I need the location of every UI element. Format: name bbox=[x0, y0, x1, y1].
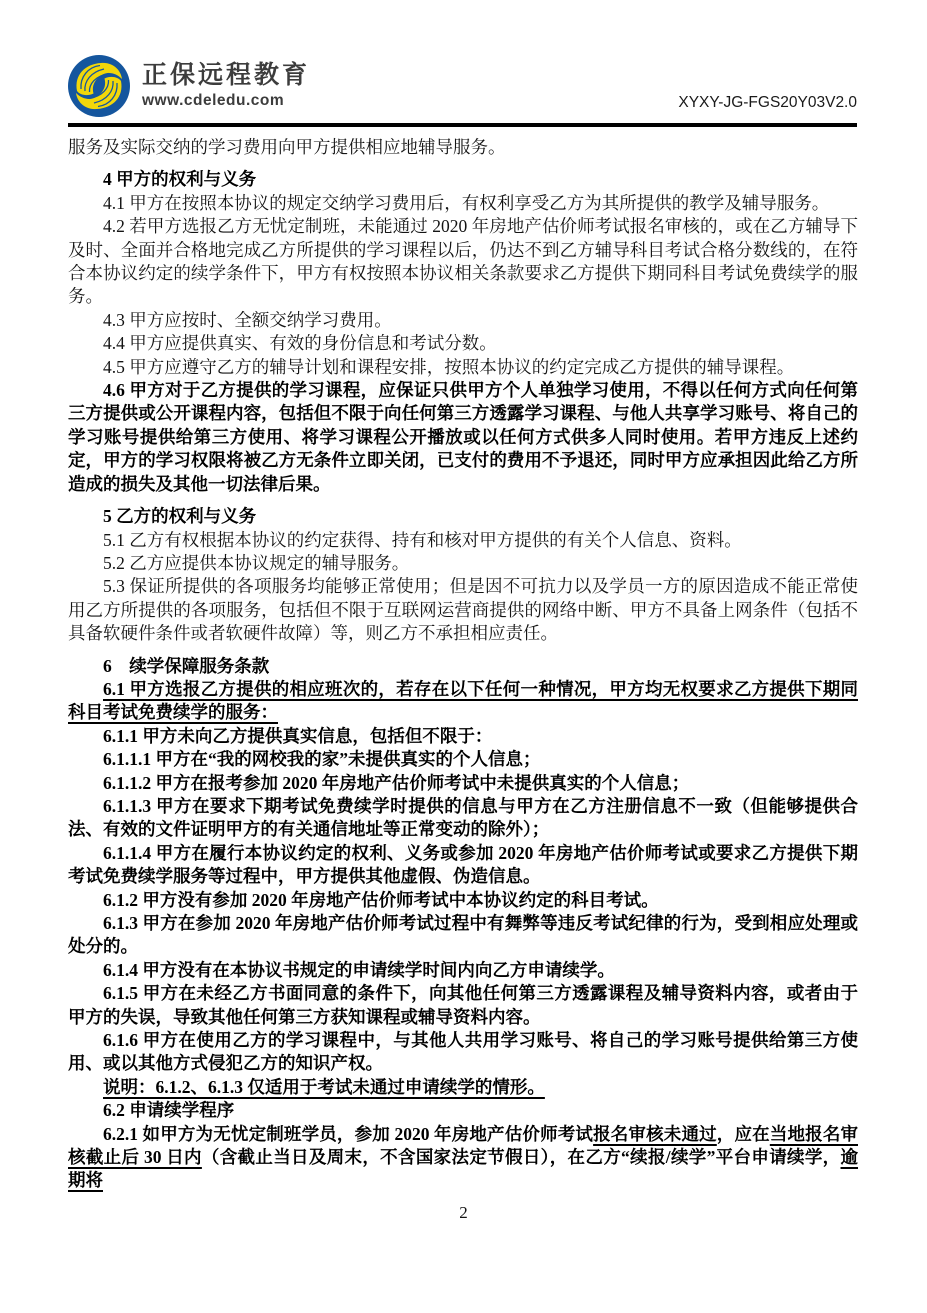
clause-4-1: 4.1 甲方在按照本协议的规定交纳学习费用后，有权利享受乙方为其所提供的教学及辅导服务。 bbox=[103, 192, 830, 213]
clause-5-2: 5.2 乙方应提供本协议规定的辅导服务。 bbox=[103, 552, 410, 573]
page-header bbox=[68, 55, 857, 127]
brand-text bbox=[142, 62, 310, 110]
brand-logo bbox=[68, 55, 310, 117]
clause-4-6: 4.6 甲方对于乙方提供的学习课程，应保证只供甲方个人单独学习使用，不得以任何方式向任何第三方提供或公开课程内容，包括但不限于向任何第三方透露学习课程、与他人共享学习账号、将自己的学习账号提供给第三方使用、将学习课程公开播放或以任何方式供多人同时使用。若甲方违反上述约定，甲方的学习权限将被乙方无条件立即关闭，已支付的费用不予退还，同时甲方应承担因此给乙方所造成的损失及其他一切法律后果。 bbox=[68, 380, 858, 494]
clause-6-1-1-4: 6.1.1.4 甲方在履行本协议约定的权利、义务或参加 2020 年房地产估价师考试或要求乙方提供下期考试免费续学服务等过程中，甲方提供其他虚假、伪造信息。 bbox=[68, 842, 858, 887]
clause-6-2-1-run-2: ，应在 bbox=[716, 1123, 770, 1144]
clause-5-1: 5.1 乙方有权根据本协议的约定获得、持有和核对甲方提供的有关个人信息、资料。 bbox=[103, 529, 742, 550]
clause-6-1-1-2: 6.1.1.2 甲方在报考参加 2020 年房地产估价师考试中未提供真实的个人信息； bbox=[103, 772, 690, 793]
clause-6-1: 6.1 甲方选报乙方提供的相应班次的，若存在以下任何一种情况，甲方均无权要求乙方提供下期同科目考试免费续学的服务： bbox=[68, 678, 858, 723]
header-rule bbox=[68, 123, 857, 127]
brand-name: 正保远程教育 bbox=[142, 61, 311, 90]
brand-url: www.cdeledu.com bbox=[142, 91, 285, 109]
clause-4-4: 4.4 甲方应提供真实、有效的身份信息和考试分数。 bbox=[103, 333, 497, 354]
clause-6-2-1-run-3: 当地报名审核截止后 30 日内 bbox=[68, 1123, 858, 1168]
clause-4-3: 4.3 甲方应按时、全额交纳学习费用。 bbox=[103, 309, 392, 330]
clause-6-2-1 bbox=[68, 1123, 858, 1193]
section-4-heading: 4 甲方的权利与义务 bbox=[103, 169, 257, 190]
clause-6-1-2: 6.1.2 甲方没有参加 2020 年房地产估价师考试中本协议约定的科目考试。 bbox=[103, 889, 659, 910]
section-5-heading: 5 乙方的权利与义务 bbox=[103, 506, 257, 527]
clause-6-1-1-3: 6.1.1.3 甲方在要求下期考试免费续学时提供的信息与甲方在乙方注册信息不一致（但能够提供合法、有效的文件证明甲方的有关通信地址等正常变动的除外）； bbox=[68, 795, 858, 840]
clause-4-5: 4.5 甲方应遵守乙方的辅导计划和课程安排，按照本协议的约定完成乙方提供的辅导课程。 bbox=[103, 356, 795, 377]
swirl-pinwheel-icon bbox=[68, 55, 130, 117]
clause-6-1-4: 6.1.4 甲方没有在本协议书规定的申请续学时间内向乙方申请续学。 bbox=[103, 959, 615, 980]
header-row bbox=[68, 55, 857, 117]
section-6-heading: 6 续学保障服务条款 bbox=[103, 655, 270, 676]
document-body bbox=[68, 136, 858, 1193]
clause-6-1-1-1: 6.1.1.1 甲方在“我的网校我的家”未提供真实的个人信息； bbox=[103, 749, 541, 770]
clause-6-1-1: 6.1.1 甲方未向乙方提供真实信息，包括但不限于： bbox=[103, 725, 493, 746]
clause-6-2-1-run-0: 6.2.1 如甲方为无忧定制班学员，参加 2020 年房地产估价师考试 bbox=[103, 1123, 594, 1144]
intro-continuation-line: 服务及实际交纳的学习费用向甲方提供相应地辅导服务。 bbox=[68, 137, 506, 157]
note-6-1: 说明：6.1.2、6.1.3 仅适用于考试未通过申请续学的情形。 bbox=[103, 1076, 545, 1097]
doc-code: XYXY-JG-FGS20Y03V2.0 bbox=[678, 94, 857, 111]
page-footer bbox=[0, 1203, 927, 1223]
clause-6-1-3: 6.1.3 甲方在参加 2020 年房地产估价师考试过程中有舞弊等违反考试纪律的行为，受到相应处理或处分的。 bbox=[68, 913, 858, 957]
clause-6-2-1-run-1: 报名审核未通过 bbox=[593, 1123, 717, 1144]
clause-6-1-6: 6.1.6 甲方在使用乙方的学习课程中，与其他人共用学习账号、将自己的学习账号提供给第三方使用、或以其他方式侵犯乙方的知识产权。 bbox=[68, 1030, 858, 1074]
clause-6-2-1-run-5: 逾期将 bbox=[68, 1147, 859, 1191]
clause-6-1-5: 6.1.5 甲方在未经乙方书面同意的条件下，向其他任何第三方透露课程及辅导资料内容，或者由于甲方的失误，导致其他任何第三方获知课程或辅导资料内容。 bbox=[68, 983, 858, 1027]
clause-6-2-1-run-4: （含截止当日及周末，不含国家法定节假日），在乙方“续报/续学”平台申请续学， bbox=[201, 1147, 841, 1168]
clause-5-3: 5.3 保证所提供的各项服务均能够正常使用；但是因不可抗力以及学员一方的原因造成不能正常使用乙方所提供的各项服务，包括但不限于互联网运营商提供的网络中断、甲方不具备上网条件（包括不具备软硬件条件或者软硬件故障）等，则乙方不承担相应责任。 bbox=[68, 576, 858, 644]
clause-6-2-heading: 6.2 申请续学程序 bbox=[103, 1100, 235, 1121]
clause-4-2: 4.2 若甲方选报乙方无忧定制班，未能通过 2020 年房地产估价师考试报名审核的，或在乙方辅导下及时、全面并合格地完成乙方所提供的学习课程以后，仍达不到乙方辅导科目考试合格分数线的，在符合本协议约定的续学条件下，甲方有权按照本协议相关条款要求乙方提供下期同科目考试免费续学的服务。 bbox=[68, 216, 858, 307]
page-number: 2 bbox=[459, 1202, 468, 1222]
